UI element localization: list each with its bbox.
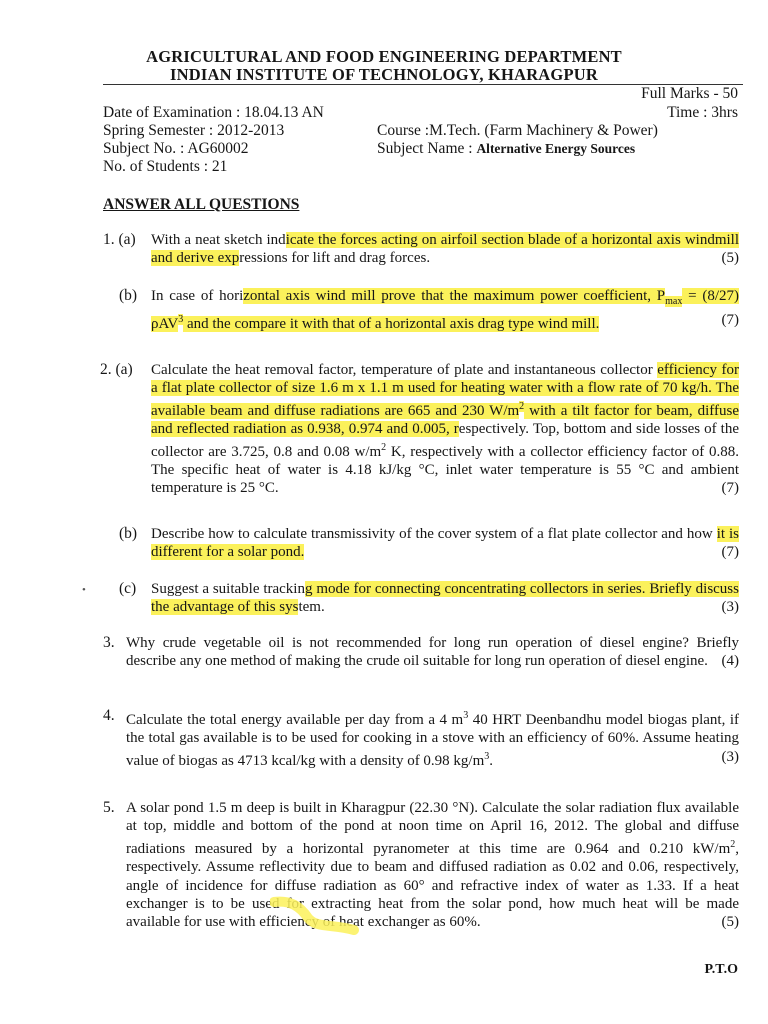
q2b-marks: (7): [721, 544, 739, 561]
q1b-sup: 3: [178, 314, 184, 326]
number-of-students: No. of Students : 21: [103, 158, 228, 175]
q4-text: [126, 707, 739, 770]
highlighter-stroke: [270, 888, 360, 938]
q4-label: 4.: [103, 707, 115, 724]
q2a-post-2: K, respectively with a collector efficiency factor of 0.88. The specific heat of water is 4.18 kJ/kg °C, inlet water temperature is 55 °C and ambient temperature is 25 °C.: [151, 443, 740, 497]
full-marks: Full Marks - 50: [641, 85, 738, 102]
q3-label: 3.: [103, 634, 115, 651]
instruction: ANSWER ALL QUESTIONS: [103, 196, 300, 213]
institute-title: INDIAN INSTITUTE OF TECHNOLOGY, KHARAGPUR: [170, 65, 598, 84]
q1a-text: [151, 231, 739, 268]
q2a-highlight-2: with a tilt factor for beam, diffuse and reflected radiation as 0.938, 0.974 and 0.005, r: [151, 402, 739, 438]
q2a-pre: Calculate the heat removal factor, temperature of plate and instantaneous collector: [151, 362, 658, 378]
q2a-label: 2. (a): [100, 361, 133, 378]
q1a-pre: With a neat sketch ind: [151, 232, 286, 248]
q2c-post: tem.: [298, 599, 325, 616]
q1b-highlight-2: = (8/27) ρAV: [151, 288, 739, 333]
q2a-sup-2: 2: [381, 441, 387, 453]
q3-body: Why crude vegetable oil is not recommended for long run operation of diesel engine? Briefly describe any one method of making the crude oil suitable for long run operation of diesel engine.: [126, 635, 739, 670]
q2b-pre: Describe how to calculate transmissivity of the cover system of a flat plate collector and how: [151, 526, 717, 542]
q1a-highlight: icate the forces acting on airfoil section blade of a horizontal axis windmill and derive exp: [151, 232, 739, 267]
exam-date: Date of Examination : 18.04.13 AN: [103, 104, 324, 121]
q2b-text: [151, 525, 739, 562]
department-title: AGRICULTURAL AND FOOD ENGINEERING DEPARTMENT: [146, 47, 622, 66]
q5-sup-1: 2: [730, 838, 736, 850]
q1a-marks: (5): [721, 250, 739, 267]
semester: Spring Semester : 2012-2013: [103, 122, 285, 139]
margin-mark: •: [82, 584, 86, 596]
q4-t3: .: [489, 752, 494, 769]
q5-t1: A solar pond 1.5 m deep is built in Kharagpur (22.30 °N). Calculate the solar radiation flux available at top, middle and bottom of the pond at noon time on April 16, 2012. The global and diffuse radiations measured by a horizontal pyranometer at this time are 0.964 and 0.210 kW/m: [126, 800, 739, 857]
q3-marks: (4): [721, 653, 739, 670]
q1b-text: [151, 287, 739, 334]
q2c-highlight: g mode for connecting concentrating collectors in series. Briefly discuss the advantage of this sys: [151, 581, 739, 616]
q2c-pre: Suggest a suitable trackin: [151, 581, 305, 597]
q3-text: [126, 634, 739, 671]
q2b-highlight: it is different for a solar pond.: [151, 526, 739, 561]
q2a-text: [151, 361, 739, 498]
q1a-label: 1. (a): [103, 231, 136, 248]
q4-sup-1: 3: [463, 710, 469, 721]
q2a-highlight-1: efficiency for a flat plate collector of size 1.6 m x 1.1 m used for heating water with a flow rate of 70 kg/h. The available beam and diffuse radiations are 665 and 230 W/m: [151, 362, 739, 419]
page-turn-over: P.T.O: [704, 962, 738, 977]
q5-t2: , respectively. Assume reflectivity due to beam and diffused radiation as 0.02 and 0.06, respectively, angle of incidence for diffuse radiation as 60° and refractive index of water as 1.33. If a heat exchanger is to be used for extracting heat from the solar pond, how much heat will be made available for use with efficiency of heat exchanger as 60%.: [126, 840, 739, 931]
q5-marks: (5): [721, 914, 739, 931]
q1a-post: ressions for lift and drag forces.: [239, 250, 431, 267]
q2a-marks: (7): [721, 480, 739, 497]
q5-label: 5.: [103, 799, 115, 816]
q4-sup-2: 3: [484, 750, 490, 762]
subject-number: Subject No. : AG60002: [103, 140, 249, 157]
q1b-marks: (7): [721, 312, 739, 329]
q2c-label: (c): [119, 580, 137, 597]
q4-t1: Calculate the total energy available per day from a 4 m: [126, 712, 464, 728]
course: Course :M.Tech. (Farm Machinery & Power): [377, 122, 658, 139]
q1b-highlight-1: zontal axis wind mill prove that the maximum power coefficient, P: [243, 288, 666, 304]
q2a-post-1: espectively. Top, bottom and side losses of the collector are 3.725, 0.8 and 0.08 w/m: [151, 421, 739, 460]
q2a-sup-1: 2: [519, 400, 525, 412]
q2c-text: [151, 580, 739, 617]
q4-marks: (3): [721, 748, 739, 765]
q4-t2: 40 HRT Deenbandhu model biogas plant, if the total gas available is to be used for cooking in a stove with an efficiency of 60%. Assume heating value of biogas as 4713 kcal/kg with a density of 0.98 kg/m: [126, 712, 739, 769]
subject-name-label: Subject Name :: [377, 140, 473, 157]
q1b-sub: max: [665, 296, 683, 307]
time: Time : 3hrs: [667, 104, 738, 121]
q1b-highlight-3: and the compare it with that of a horizontal axis drag type wind mill.: [183, 316, 600, 333]
q2b-label: (b): [119, 525, 138, 542]
q1b-label: (b): [119, 287, 138, 304]
q2c-marks: (3): [721, 599, 739, 616]
subject-name: Alternative Energy Sources: [476, 141, 636, 156]
subject-name-row: [377, 140, 635, 158]
q5-text: [126, 799, 739, 932]
q1b-pre: In case of hori: [151, 288, 244, 304]
